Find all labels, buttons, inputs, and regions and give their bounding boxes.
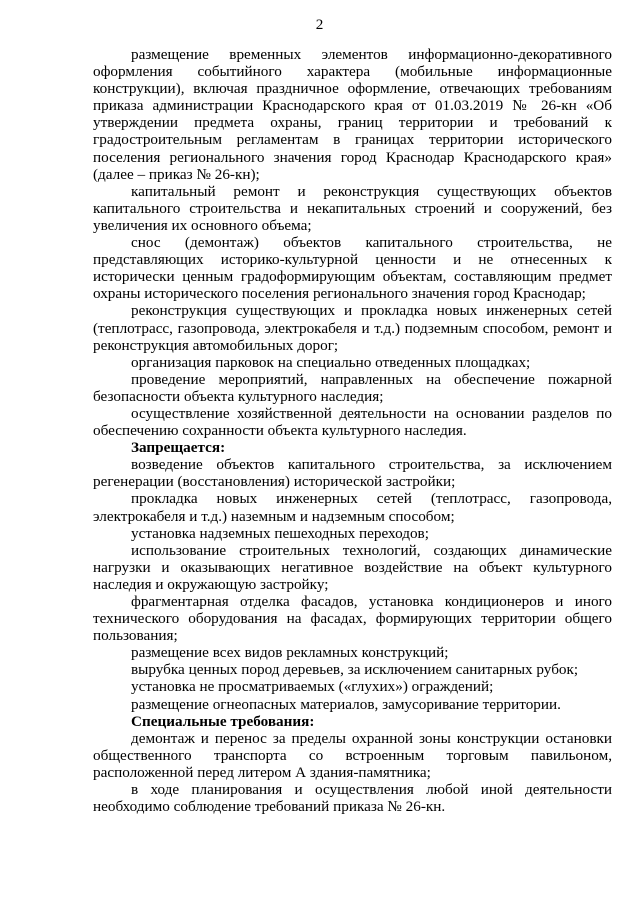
prohibited-item: размещение огнеопасных материалов, замусоривание территории.	[131, 695, 561, 713]
heading-prohibited: Запрещается:	[131, 439, 226, 457]
paragraph-parking: организация парковок на специально отведенных площадках;	[131, 353, 531, 371]
paragraph-economic-activity: осуществление хозяйственной деятельности на основании разделов по обеспечению сохранности объекта культурного наследия.	[93, 404, 612, 440]
prohibited-item: размещение всех видов рекламных конструкций;	[131, 644, 449, 662]
prohibited-item: вырубка ценных пород деревьев, за исключением санитарных рубок;	[131, 661, 579, 679]
special-requirement-item: в ходе планирования и осуществления любой иной деятельности необходимо соблюдение требований приказа № 26-кн.	[93, 781, 612, 816]
paragraph-engineering-networks: реконструкция существующих и прокладка новых инженерных сетей (теплотрасс, газопровода, электрокабеля и т.д.) подземным способом, ремонт и реконструкция автомобильных дорог;	[93, 302, 612, 354]
prohibited-item: прокладка новых инженерных сетей (теплотрасс, газопровода, электрокабеля и т.д.) наземным и надземным способом;	[93, 490, 612, 525]
heading-special-requirements: Специальные требования:	[131, 712, 315, 730]
paragraph-demolition: снос (демонтаж) объектов капитального строительства, не представляющих историко-культурной ценности и не отнесенных к исторически ценным градоформирующим объектам, составляющим предмет охраны исторического поселения регионального значения город Краснодар;	[93, 234, 612, 303]
paragraph-capital-repair: капитальный ремонт и реконструкция существующих объектов капитального строительства и некапитальных строений и сооружений, без увеличения их основного объема;	[93, 182, 612, 234]
document-body	[93, 46, 612, 815]
page-number: 2	[315, 16, 324, 33]
prohibited-item: установка надземных пешеходных переходов;	[131, 524, 429, 542]
paragraph-temporary-decor: размещение временных элементов информационно-декоративного оформления событийного характера (мобильные информационные конструкции), включая праздничное оформление, отвечающих требованиям приказа администрации Краснодарского края от 01.03.2019 № 26-кн «Об утверждении предмета охраны, границ территории и требований к градостроительным регламентам в границах территории исторического поселения регионального значения город Краснодар Краснодарского края» (далее – приказ № 26-кн);	[93, 46, 612, 183]
special-requirement-item: демонтаж и перенос за пределы охранной зоны конструкции остановки общественного транспорта со встроенным торговым павильоном, расположенной перед литером А здания-памятника;	[93, 729, 612, 781]
prohibited-item: использование строительных технологий, создающих динамические нагрузки и оказывающих негативное воздействие на объект культурного наследия и окружающую застройку;	[93, 541, 612, 593]
paragraph-fire-safety: проведение мероприятий, направленных на обеспечение пожарной безопасности объекта культурного наследия;	[93, 370, 612, 405]
prohibited-item: фрагментарная отделка фасадов, установка кондиционеров и иного технического оборудования на фасадах, формирующих территории общего пользования;	[93, 593, 612, 645]
prohibited-item: установка не просматриваемых («глухих») ограждений;	[131, 678, 494, 696]
prohibited-item: возведение объектов капитального строительства, за исключением регенерации (восстановления) исторической застройки;	[93, 456, 612, 491]
